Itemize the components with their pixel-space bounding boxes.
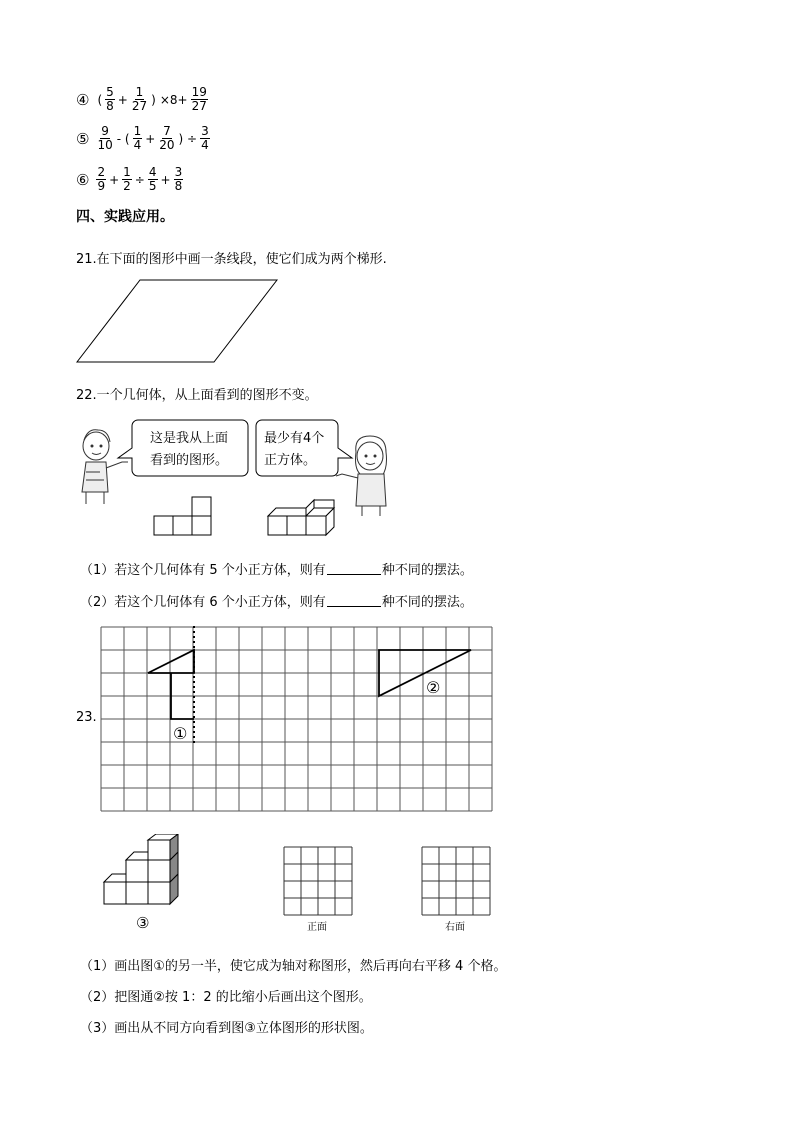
expression-label: ④ [76, 90, 90, 109]
operator: + [109, 172, 120, 187]
boy-illustration [82, 430, 128, 504]
denominator: 5 [148, 179, 157, 193]
numerator: 9 [101, 124, 109, 138]
right-view-label: 右面 [445, 922, 465, 933]
numerator: 19 [191, 85, 207, 99]
operator: ) [151, 92, 156, 107]
denominator: 8 [106, 99, 114, 113]
figure-1-label: ① [173, 724, 188, 743]
bubble-right-line1: 最少有4个 [264, 431, 325, 446]
q22-illustration [74, 412, 404, 542]
denominator: 27 [191, 99, 207, 113]
q23-sub1: （1）画出图①的另一半，使它成为轴对称图形，然后再向右平移 4 个格。 [80, 959, 507, 974]
denominator: 4 [133, 138, 142, 152]
q23-grid-figure [100, 626, 496, 816]
figure-3-label: ③ [136, 914, 150, 932]
operator: ×8+ [159, 92, 188, 107]
q22-sub2-pre: （2）若这个几何体有 6 个小正方体，则有 [80, 595, 326, 610]
q23-sub2: （2）把图通②按 1：2 的比缩小后画出这个图形。 [80, 990, 372, 1005]
operator: ( [97, 92, 103, 107]
q22-sub2 [80, 591, 473, 610]
fraction [122, 166, 132, 193]
q23-sub3: （3）画出从不同方向看到图③立体图形的形状图。 [80, 1021, 373, 1036]
fraction [96, 166, 106, 193]
numerator: 3 [201, 124, 209, 138]
fraction [96, 125, 113, 152]
figure-3-solid [100, 834, 190, 934]
expression-label: ⑥ [76, 170, 90, 189]
q22-sub1-post: 种不同的摆法。 [381, 563, 473, 578]
numerator: 5 [106, 85, 114, 99]
q22-sub1-pre: （1）若这个几何体有 5 个小正方体，则有 [80, 563, 326, 578]
operator: ) ÷ [178, 131, 198, 146]
figure-2-label: ② [426, 678, 441, 697]
cube-stack-3d [268, 500, 334, 535]
denominator: 27 [131, 99, 148, 113]
expression-row [76, 86, 209, 113]
denominator: 4 [201, 138, 209, 152]
numerator: 3 [174, 165, 183, 179]
numerator: 1 [123, 165, 131, 179]
fraction [133, 125, 143, 152]
q23-label: 23. [76, 710, 97, 725]
section-title: 四、实践应用。 [76, 209, 174, 225]
bubble-left-line1: 这是我从上面 [150, 431, 229, 446]
fraction [174, 166, 184, 193]
denominator: 20 [159, 138, 175, 152]
fraction [191, 86, 208, 113]
numerator: 4 [148, 165, 157, 179]
denominator: 8 [174, 179, 183, 193]
fraction [148, 166, 158, 193]
q22-text: 22.一个几何体，从上面看到的图形不变。 [76, 388, 318, 403]
answer-blank-2[interactable] [327, 594, 381, 607]
numerator: 1 [135, 85, 144, 99]
answer-blank-1[interactable] [327, 562, 381, 575]
top-view-grid [154, 497, 211, 535]
expression-label: ⑤ [76, 129, 90, 148]
denominator: 9 [97, 179, 106, 193]
q22-sub1 [80, 559, 473, 578]
denominator: 10 [97, 138, 113, 152]
front-view-grid [283, 846, 355, 936]
q21-text: 21.在下面的图形中画一条线段，使它们成为两个梯形. [76, 252, 387, 267]
fraction [105, 86, 115, 113]
operator: + [160, 172, 171, 187]
girl-illustration [336, 436, 387, 516]
numerator: 1 [133, 124, 142, 138]
parallelogram-figure [70, 272, 285, 368]
expression-row [76, 166, 184, 193]
operator: + [145, 131, 156, 146]
front-view-label: 正面 [307, 922, 327, 933]
denominator: 2 [123, 179, 131, 193]
operator: + [117, 92, 128, 107]
numerator: 2 [97, 165, 106, 179]
bubble-right-line2: 正方体。 [264, 453, 317, 468]
fraction [158, 125, 175, 152]
figure-1-half [148, 650, 194, 719]
operator: ÷ [134, 172, 145, 187]
right-view-grid [421, 846, 493, 936]
bubble-left-line2: 看到的图形。 [150, 453, 229, 468]
numerator: 7 [163, 124, 171, 138]
fraction [131, 86, 148, 113]
fraction [200, 125, 210, 152]
operator: - ( [116, 131, 130, 146]
expression-row [76, 125, 211, 152]
q22-sub2-post: 种不同的摆法。 [381, 595, 473, 610]
